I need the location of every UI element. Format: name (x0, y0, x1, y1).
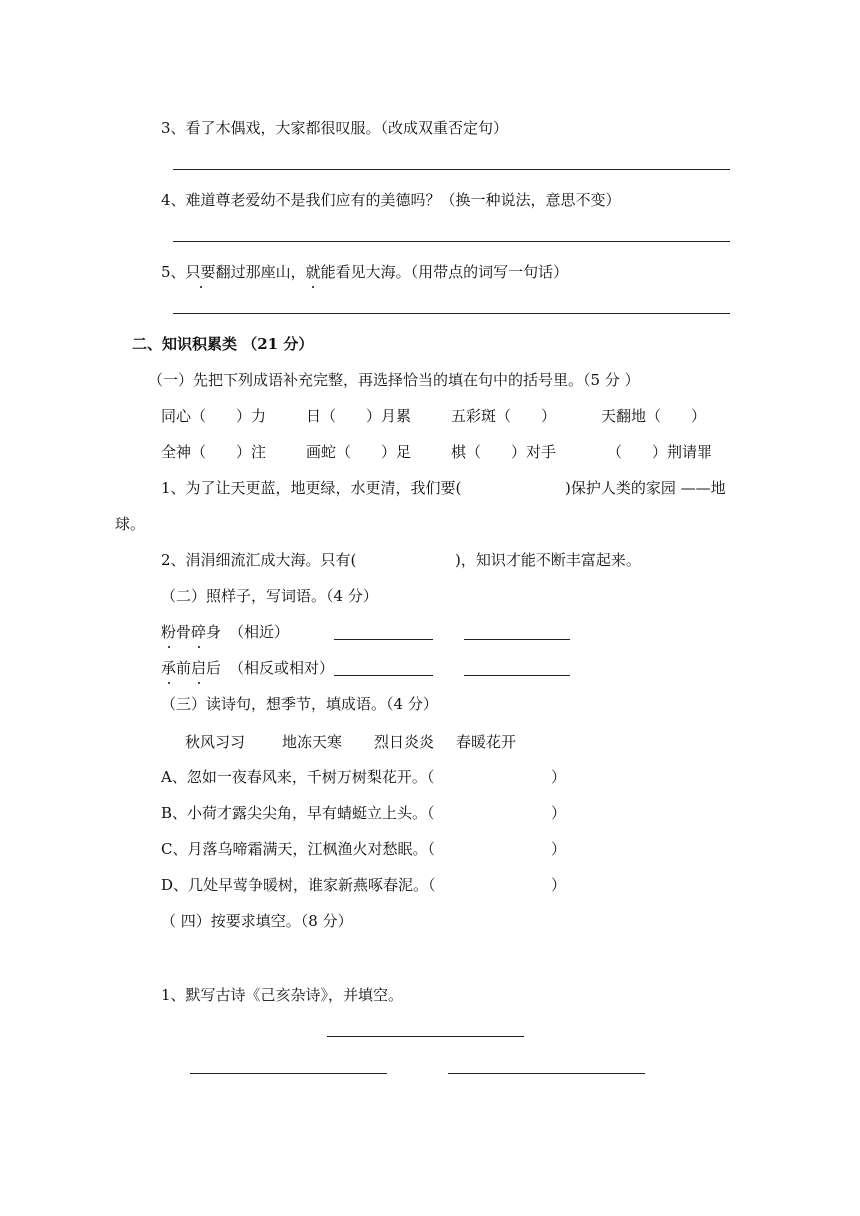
dotted-char: 粉 (161, 623, 177, 641)
poem-item-b-close: ） (551, 804, 567, 822)
idiom-4: 天翻地（ ） (601, 407, 707, 425)
char: 前 (176, 659, 192, 677)
fill-sentence-1-start: 1、为了让天更蓝，地更绿，水更清，我们要( (161, 479, 462, 497)
answer-blank[interactable] (464, 675, 570, 676)
question-3: 3、看了木偶戏，大家都很叹服。（改成双重否定句） (161, 119, 509, 137)
answer-line-4[interactable] (173, 241, 730, 242)
poem-item-a: A、忽如一夜春风来，千树万树梨花开。（ (161, 768, 435, 786)
poem-item-a-close: ） (551, 768, 567, 786)
example-word-2 (161, 658, 221, 678)
answer-blank[interactable] (334, 675, 433, 676)
sub-section-4-title: （ 四）按要求填空。（8 分） (161, 912, 353, 930)
sub-section-2-title: （二）照样子，写词语。（4 分） (161, 587, 378, 605)
poem-item-c: C、月落乌啼霜满天，江枫渔火对愁眠。（ (161, 840, 435, 858)
question-5-suffix: 能看见大海。（用带点的词写一句话） (320, 263, 569, 281)
poem-line-right[interactable] (448, 1073, 645, 1074)
idiom-6: 画蛇（ ）足 (306, 443, 412, 461)
question-4: 4、难道尊老爱幼不是我们应有的美德吗？（换一种说法，意思不变） (161, 191, 621, 209)
dotted-char: 碎 (191, 623, 207, 641)
char: 后 (206, 659, 222, 677)
idiom-1: 同心（ ）力 (161, 407, 267, 425)
idiom-2: 日（ ）月累 (306, 407, 412, 425)
word-choice: 地冻天寒 (282, 733, 343, 751)
dotted-char: 承 (161, 659, 177, 677)
word-choice: 秋风习习 (185, 733, 246, 751)
poem-title-line[interactable] (327, 1036, 524, 1037)
answer-line-5[interactable] (173, 313, 730, 314)
char: 骨 (176, 623, 192, 641)
word-choice: 烈日炎炎 (374, 733, 435, 751)
example-hint-2: （相反或相对） (229, 659, 335, 677)
answer-line-3[interactable] (173, 169, 730, 170)
fill-sentence-1-end: )保护人类的家园 ——地 (565, 479, 726, 497)
poem-recite-question: 1、默写古诗《己亥杂诗》，并填空。 (161, 986, 404, 1004)
sub-section-3-title: （三）读诗句，想季节，填成语。（4 分） (161, 695, 438, 713)
dotted-char: 启 (191, 659, 207, 677)
example-word-1 (161, 622, 221, 642)
poem-item-c-close: ） (551, 840, 567, 858)
poem-item-b: B、小荷才露尖尖角，早有蜻蜓立上头。（ (161, 804, 435, 822)
idiom-7: 棋（ ）对手 (451, 443, 557, 461)
question-5-prefix: 5、 (161, 263, 186, 281)
idiom-5: 全神（ ）注 (161, 443, 267, 461)
fill-sentence-2-end: )，知识才能不断丰富起来。 (455, 551, 641, 569)
example-hint-1: （相近） (229, 623, 290, 641)
fill-sentence-2-start: 2、涓涓细流汇成大海。只有( (161, 551, 357, 569)
dotted-word-2: 就 (305, 263, 321, 281)
idiom-8: （ ）荆请罪 (607, 443, 713, 461)
answer-blank[interactable] (464, 639, 570, 640)
idiom-3: 五彩斑（ ） (451, 407, 557, 425)
question-5 (161, 262, 568, 282)
word-choice: 春暖花开 (456, 733, 517, 751)
question-5-mid: 翻过那座山， (215, 263, 306, 281)
sub-section-1-title: （一）先把下列成语补充完整，再选择恰当的填在句中的括号里。（5 分 ） (148, 371, 640, 389)
section-heading: 二、知识积累类 （21 分） (132, 335, 314, 353)
poem-line-left[interactable] (190, 1073, 387, 1074)
fill-sentence-1-wrap: 球。 (115, 515, 146, 533)
dotted-word-1: 只要 (185, 263, 216, 281)
poem-item-d: D、几处早莺争暖树，谁家新燕啄春泥。（ (161, 876, 436, 894)
answer-blank[interactable] (334, 639, 433, 640)
poem-item-d-close: ） (551, 876, 567, 894)
char: 身 (206, 623, 222, 641)
